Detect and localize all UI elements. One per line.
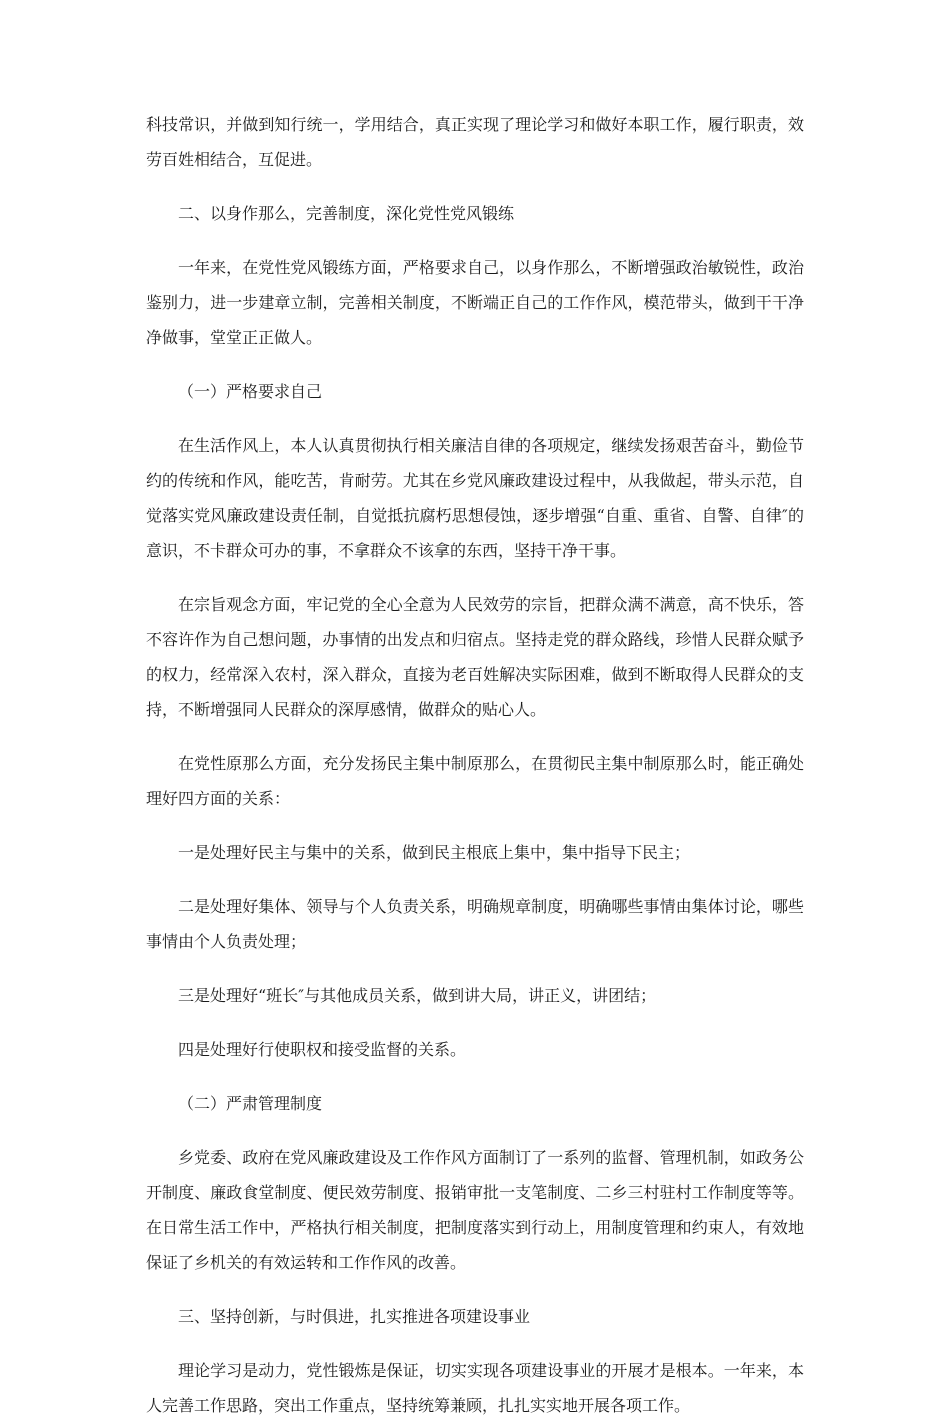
subsection-heading: （二）严肃管理制度 [178,1094,323,1113]
section-heading-2: 二、以身作那么，完善制度，深化党性党风锻练 [178,204,515,223]
document-body [146,107,804,1423]
paragraph: 理论学习是动力，党性锻炼是保证，切实实现各项建设事业的开展才是根本。一年来，本人完善工作思路，突出工作重点，坚持统筹兼顾，扎扎实实地开展各项工作。 [146,1361,804,1415]
subsection-heading: （一）严格要求自己 [178,382,323,401]
paragraph: 在党性原那么方面，充分发扬民主集中制原那么，在贯彻民主集中制原那么时，能正确处理好四方面的关系： [146,754,804,808]
paragraph: 在宗旨观念方面，牢记党的全心全意为人民效劳的宗旨，把群众满不满意，高不快乐，答不容许作为自己想问题，办事情的出发点和归宿点。坚持走党的群众路线，珍惜人民群众赋予的权力，经常深入农村，深入群众，直接为老百姓解决实际困难，做到不断取得人民群众的支持，不断增强同人民群众的深厚感情，做群众的贴心人。 [146,595,804,719]
paragraph: 乡党委、政府在党风廉政建设及工作作风方面制订了一系列的监督、管理机制，如政务公开制度、廉政食堂制度、便民效劳制度、报销审批一支笔制度、二乡三村驻村工作制度等等。在日常生活工作中，严格执行相关制度，把制度落实到行动上，用制度管理和约束人，有效地保证了乡机关的有效运转和工作作风的改善。 [146,1148,804,1272]
list-item: 四是处理好行使职权和接受监督的关系。 [178,1040,467,1059]
paragraph: 一年来，在党性党风锻练方面，严格要求自己，以身作那么，不断增强政治敏锐性，政治鉴别力，进一步建章立制，完善相关制度，不断端正自己的工作作风，模范带头，做到干干净净做事，堂堂正正做人。 [146,258,804,347]
section-heading-3: 三、坚持创新，与时俱进，扎实推进各项建设事业 [178,1307,531,1326]
paragraph: 在生活作风上，本人认真贯彻执行相关廉洁自律的各项规定，继续发扬艰苦奋斗，勤俭节约的传统和作风，能吃苦，肯耐劳。尤其在乡党风廉政建设过程中，从我做起，带头示范，自觉落实党风廉政建设责任制，自觉抵抗腐朽思想侵蚀，逐步增强“自重、重省、自警、自律″的意识，不卡群众可办的事，不拿群众不该拿的东西，坚持干净干事。 [146,436,804,560]
paragraph-continuation: 科技常识，并做到知行统一，学用结合，真正实现了理论学习和做好本职工作，履行职责，效劳百姓相结合，互促进。 [146,115,804,169]
list-item: 一是处理好民主与集中的关系，做到民主根底上集中，集中指导下民主； [178,843,691,862]
list-item: 三是处理好“班长″与其他成员关系，做到讲大局，讲正义，讲团结； [178,986,657,1005]
list-item: 二是处理好集体、领导与个人负责关系，明确规章制度，明确哪些事情由集体讨论，哪些事情由个人负责处理； [146,897,804,951]
